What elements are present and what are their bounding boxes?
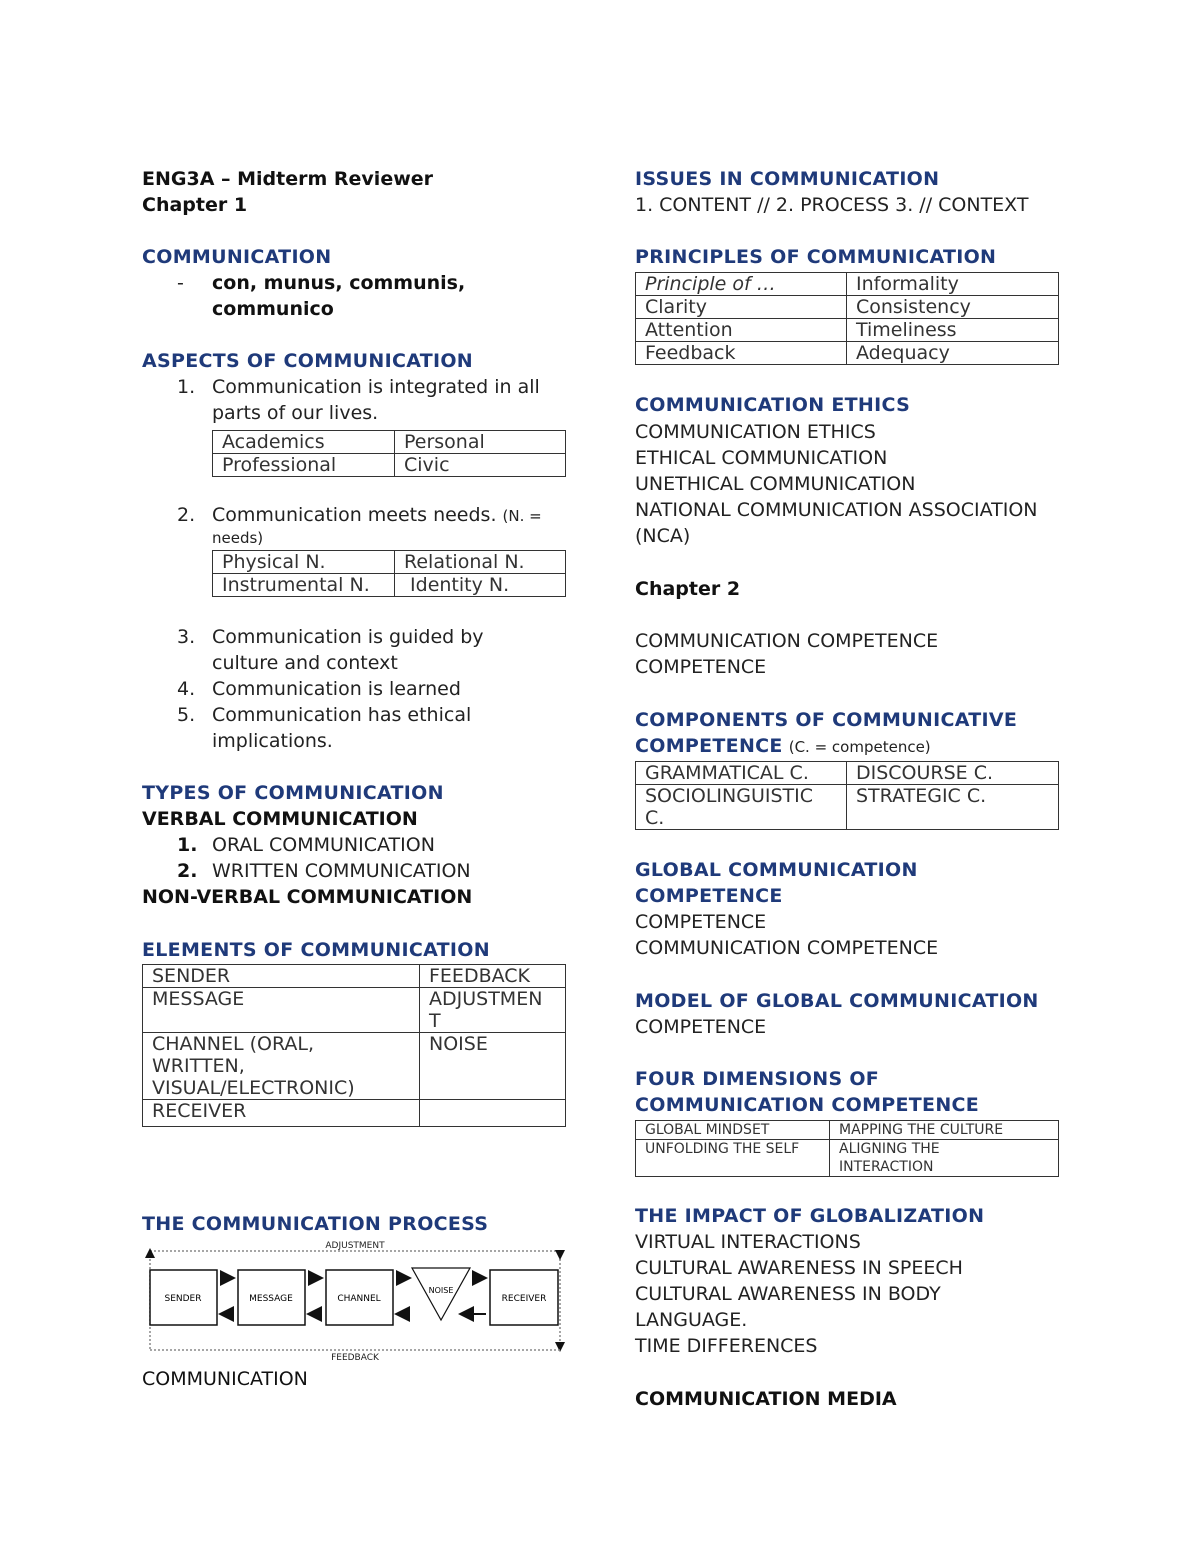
table-cell: RECEIVER: [143, 1100, 420, 1127]
list-number: 4.: [177, 678, 196, 700]
table-row: [636, 273, 1059, 296]
table-cell: GLOBAL MINDSET: [636, 1121, 830, 1140]
table-cell: UNFOLDING THE SELF: [636, 1140, 830, 1177]
verbal-label: VERBAL COMMUNICATION: [142, 808, 418, 830]
table-cell: Professional: [213, 454, 395, 477]
aspect-item-line: [142, 624, 572, 650]
ethics-heading: COMMUNICATION ETHICS: [635, 394, 911, 416]
table-row: [636, 319, 1059, 342]
aspect-item: [142, 702, 572, 754]
model-heading: MODEL OF GLOBAL COMMUNICATION: [635, 990, 1039, 1012]
aspect-item-line: [142, 728, 572, 754]
competence-lines: [635, 628, 1065, 680]
elements-table: [142, 964, 566, 1127]
aspect-item-line: [142, 650, 572, 676]
table-row: [143, 1100, 566, 1127]
global-heading-2: COMPETENCE: [635, 885, 783, 907]
table-row: [143, 965, 566, 988]
aspect-item: [142, 676, 572, 702]
needs-note: (N. =: [502, 507, 542, 525]
table-cell: Informality: [847, 273, 1059, 296]
feedback-label: FEEDBACK: [331, 1353, 379, 1362]
table-cell: SENDER: [143, 965, 420, 988]
table-row: [636, 1121, 1059, 1140]
competence-line: COMPETENCE: [635, 656, 767, 678]
table-cell: MAPPING THE CULTURE: [830, 1121, 1059, 1140]
types-heading: TYPES OF COMMUNICATION: [142, 782, 444, 804]
impact-heading: THE IMPACT OF GLOBALIZATION: [635, 1205, 985, 1227]
components-heading-2: COMPETENCE: [635, 735, 783, 757]
table-cell: STRATEGIC C.: [847, 785, 1059, 830]
table-cell: FEEDBACK: [420, 965, 566, 988]
table-cell: Instrumental N.: [213, 574, 395, 597]
list-number: 3.: [177, 626, 196, 648]
table-cell: ADJUSTMEN T: [420, 988, 566, 1033]
message-label: MESSAGE: [249, 1294, 293, 1304]
receiver-label: RECEIVER: [501, 1294, 547, 1304]
impact-line: CULTURAL AWARENESS IN BODY: [635, 1283, 941, 1305]
table-row: [213, 431, 566, 454]
aspect-item-1-line-2: parts of our lives.: [212, 402, 379, 424]
communication-roots: [142, 270, 572, 322]
communication-heading: COMMUNICATION: [142, 246, 332, 268]
aspect-item-line: [142, 676, 572, 702]
process-heading: THE COMMUNICATION PROCESS: [142, 1213, 489, 1235]
table-row: [213, 454, 566, 477]
principles-heading: PRINCIPLES OF COMMUNICATION: [635, 246, 997, 268]
table-cell: [420, 1100, 566, 1127]
components-table: [635, 761, 1059, 830]
table-cell: DISCOURSE C.: [847, 762, 1059, 785]
table-cell: Personal: [395, 431, 566, 454]
table-row: [213, 551, 566, 574]
needs-note-2: needs): [212, 529, 264, 547]
table-cell: MESSAGE: [143, 988, 420, 1033]
table-row: [636, 762, 1059, 785]
down-arrow-icon: [555, 1250, 565, 1260]
written-label: WRITTEN COMMUNICATION: [212, 860, 471, 882]
aspect-item-1-line-1: Communication is integrated in all: [212, 376, 540, 398]
dash-bullet: -: [177, 272, 184, 294]
list-number: 2.: [177, 860, 198, 882]
table-cell: Civic: [395, 454, 566, 477]
noise-label: NOISE: [428, 1286, 454, 1295]
table-row: [143, 988, 566, 1033]
chapter-1-label: Chapter 1: [142, 194, 248, 216]
table-cell: Consistency: [847, 296, 1059, 319]
principles-table: [635, 272, 1059, 365]
aspect-item-2-text: Communication meets needs.: [212, 504, 497, 526]
table-cell: Attention: [636, 319, 847, 342]
needs-table: [212, 550, 566, 597]
table-row: [213, 574, 566, 597]
table-cell: Timeliness: [847, 319, 1059, 342]
table-cell: SOCIOLINGUISTIC C.: [636, 785, 847, 830]
impact-lines: [635, 1229, 1065, 1359]
chapter-2-label: Chapter 2: [635, 578, 741, 600]
table-cell: Feedback: [636, 342, 847, 365]
ethics-line: ETHICAL COMMUNICATION: [635, 447, 888, 469]
four-dimensions-heading-2: COMMUNICATION COMPETENCE: [635, 1094, 980, 1116]
impact-line: TIME DIFFERENCES: [635, 1335, 818, 1357]
up-arrow-icon: [145, 1248, 155, 1258]
oral-label: ORAL COMMUNICATION: [212, 834, 435, 856]
table-cell: GRAMMATICAL C.: [636, 762, 847, 785]
table-cell: Identity N.: [395, 574, 566, 597]
ethics-lines: [635, 419, 1065, 549]
table-cell: NOISE: [420, 1033, 566, 1100]
aspect-item-2: [142, 502, 572, 548]
table-row: [636, 785, 1059, 830]
list-number: 1.: [177, 376, 196, 398]
model-line: COMPETENCE: [635, 1016, 767, 1038]
channel-label: CHANNEL: [337, 1294, 381, 1304]
communication-process-diagram: [142, 1238, 568, 1362]
aspect-items-3-5: [142, 624, 572, 754]
ethics-line: NATIONAL COMMUNICATION ASSOCIATION: [635, 499, 1038, 521]
issues-text: 1. CONTENT // 2. PROCESS 3. // CONTEXT: [635, 194, 1029, 216]
roots-line-1: con, munus, communis,: [212, 272, 466, 294]
aspect-item-text: Communication is guided by: [212, 626, 484, 648]
global-heading-1: GLOBAL COMMUNICATION: [635, 859, 918, 881]
media-heading: COMMUNICATION MEDIA: [635, 1388, 897, 1410]
aspects-heading: ASPECTS OF COMMUNICATION: [142, 350, 474, 372]
aspect-item-text: culture and context: [212, 652, 398, 674]
impact-line: CULTURAL AWARENESS IN SPEECH: [635, 1257, 963, 1279]
issues-heading: ISSUES IN COMMUNICATION: [635, 168, 940, 190]
table-row: [143, 1033, 566, 1100]
global-line: COMPETENCE: [635, 911, 767, 933]
ethics-line: UNETHICAL COMMUNICATION: [635, 473, 916, 495]
written-item: [142, 858, 572, 884]
table-cell: CHANNEL (ORAL, WRITTEN, VISUAL/ELECTRONIC): [143, 1033, 420, 1100]
aspects-table: [212, 430, 566, 477]
competence-line: COMMUNICATION COMPETENCE: [635, 630, 939, 652]
nonverbal-label: NON-VERBAL COMMUNICATION: [142, 886, 473, 908]
sender-label: SENDER: [164, 1294, 202, 1304]
list-number: 1.: [177, 834, 198, 856]
ethics-line: COMMUNICATION ETHICS: [635, 421, 876, 443]
aspect-item-text: implications.: [212, 730, 333, 752]
aspect-item-line: [142, 702, 572, 728]
aspect-item: [142, 624, 572, 676]
table-row: [636, 342, 1059, 365]
table-cell: Relational N.: [395, 551, 566, 574]
competence-note: (C. = competence): [788, 738, 931, 756]
ethics-line: (NCA): [635, 525, 691, 547]
four-dimensions-heading-1: FOUR DIMENSIONS OF: [635, 1068, 880, 1090]
impact-line: VIRTUAL INTERACTIONS: [635, 1231, 861, 1253]
elements-heading: ELEMENTS OF COMMUNICATION: [142, 939, 490, 961]
table-cell: Adequacy: [847, 342, 1059, 365]
components-heading-1: COMPONENTS OF COMMUNICATIVE: [635, 709, 1018, 731]
four-dimensions-table: [635, 1120, 1059, 1177]
table-cell: Physical N.: [213, 551, 395, 574]
table-row: [636, 296, 1059, 319]
roots-line-2: communico: [212, 298, 334, 320]
list-number: 5.: [177, 704, 196, 726]
components-heading-2-row: [635, 733, 1065, 759]
impact-line: LANGUAGE.: [635, 1309, 748, 1331]
document-title: ENG3A – Midterm Reviewer: [142, 168, 434, 190]
aspect-item-2-line-1: [212, 502, 542, 529]
aspect-rest-list: [142, 624, 572, 754]
table-cell: Academics: [213, 431, 395, 454]
aspect-item-text: Communication has ethical: [212, 704, 472, 726]
table-cell: Clarity: [636, 296, 847, 319]
global-line: COMMUNICATION COMPETENCE: [635, 937, 939, 959]
list-number: 2.: [177, 504, 196, 526]
communication-footer: COMMUNICATION: [142, 1368, 308, 1390]
table-row: [636, 1140, 1059, 1177]
adjustment-label: ADJUSTMENT: [325, 1241, 385, 1251]
global-lines: [635, 909, 1065, 961]
table-cell: Principle of …: [636, 273, 847, 296]
aspect-item-text: Communication is learned: [212, 678, 461, 700]
aspect-item-1: [142, 374, 572, 426]
table-cell: ALIGNING THE INTERACTION: [830, 1140, 1059, 1177]
oral-item: [142, 832, 572, 858]
